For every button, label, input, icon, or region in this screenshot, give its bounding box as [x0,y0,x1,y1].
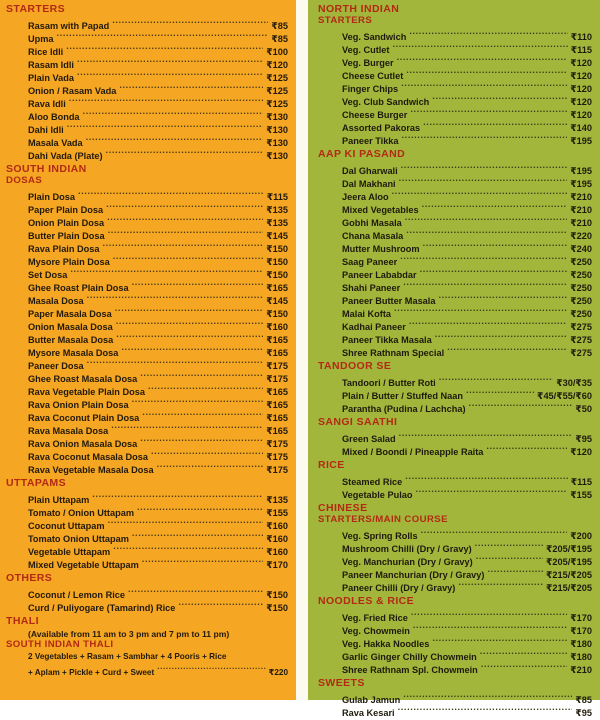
menu-item-name: Rava Idli [28,99,66,110]
section-item-list [318,373,592,415]
section-heading: CHINESE [318,502,368,515]
menu-item-price: ₹115 [266,192,288,203]
thali-subheading: SOUTH INDIAN THALI [6,639,114,651]
menu-item-name: Mysore Plain Dosa [28,257,110,268]
section-item-list [318,608,592,676]
menu-item-name: Steamed Rice [342,477,403,488]
menu-item-price: ₹215/₹205 [546,583,592,594]
menu-item-row [318,526,592,542]
menu-item-price: ₹85 [575,695,592,706]
menu-item-price: ₹160 [266,547,288,558]
menu-item-price: ₹130 [266,112,288,123]
menu-item-name: Veg. Club Sandwich [342,97,430,108]
menu-item-price: ₹275 [570,322,592,333]
menu-item-price: ₹165 [266,283,288,294]
thali-description-text: + Aplam + Pickle + Curd + Sweet [28,668,155,678]
menu-item-name: Paneer Tikka Masala [342,335,432,346]
menu-item-price: ₹165 [266,335,288,346]
left-menu-panel [0,0,296,700]
menu-item-price: ₹155 [266,508,288,519]
menu-item-price: ₹120 [570,110,592,121]
menu-item-price: ₹165 [266,413,288,424]
menu-item-name: Green Salad [342,434,396,445]
menu-item-price: ₹170 [266,560,288,571]
menu-item-name: Paper Masala Dosa [28,309,112,320]
menu-item-name: Onion Masala Dosa [28,322,113,333]
menu-item-price: ₹115 [570,477,592,488]
menu-item-price: ₹205/₹195 [546,557,592,568]
menu-item-name: Masala Dosa [28,296,84,307]
menu-item-name: Plain / Butter / Stuffed Naan [342,391,463,402]
menu-item-name: Rava Onion Masala Dosa [28,439,138,450]
menu-item-name: Rava Vegetable Masala Dosa [28,465,154,476]
menu-item-price: ₹120 [570,71,592,82]
menu-item-name: Cheese Cutlet [342,71,404,82]
menu-item-price: ₹275 [570,335,592,346]
menu-item-name: Shree Rathnam Special [342,348,445,359]
thali-availability: (Available from 11 am to 3 pm and 7 pm to 11 pm) [28,629,230,640]
menu-item-price: ₹240 [570,244,592,255]
menu-item-price: ₹195 [570,166,592,177]
menu-item-price: ₹210 [570,218,592,229]
menu-item-name: Paneer Dosa [28,361,84,372]
menu-item-name: Upma [28,34,54,45]
menu-item-name: Rava Kesari [342,708,395,719]
left-sections-container [6,3,288,614]
menu-item-name: Coconut Uttapam [28,521,105,532]
menu-item-price: ₹150 [266,603,288,614]
menu-item-name: Dahi Idli [28,125,64,136]
menu-item-price: ₹150 [266,257,288,268]
section-heading: NORTH INDIAN [318,3,400,15]
menu-item-price: ₹200 [570,531,592,542]
menu-item-name: Kadhai Paneer [342,322,406,333]
menu-item-name: Shree Rathnam Spl. Chowmein [342,665,478,676]
section-heading: STARTERS [318,15,373,27]
menu-item-price: ₹120 [266,60,288,71]
leader-dots [469,399,573,412]
menu-item-name: Paneer Butter Masala [342,296,436,307]
section-item-list [318,429,592,458]
section-item-list [318,472,592,501]
menu-item-price: ₹120 [570,84,592,95]
menu-item-price: ₹125 [266,99,288,110]
menu-item-name: Finger Chips [342,84,399,95]
menu-item-name: Rava Coconut Plain Dosa [28,413,140,424]
leader-dots [398,703,573,716]
menu-item-name: Onion / Rasam Vada [28,86,117,97]
menu-item-price: ₹125 [266,73,288,84]
section-heading: STARTERS [6,3,66,15]
menu-item-price: ₹195 [570,179,592,190]
menu-item-price: ₹130 [266,125,288,136]
thali-block [6,616,288,679]
leader-dots [415,485,567,498]
menu-item-price: ₹125 [266,86,288,97]
menu-item-name: Mushroom Chilli (Dry / Gravy) [342,544,472,555]
section-item-list [318,690,592,719]
menu-item-name: Malai Kofta [342,309,392,320]
section-heading: NOODLES & RICE [318,595,415,608]
section-heading: TANDOOR SE [318,360,392,373]
menu-item-name: Gobhi Masala [342,218,402,229]
menu-item-name: Parantha (Pudina / Lachcha) [342,404,466,415]
menu-item-price: ₹220 [570,231,592,242]
menu-item-name: Veg. Cutlet [342,45,390,56]
menu-item-price: ₹165 [266,348,288,359]
thali-heading: THALI [6,615,39,628]
menu-item-price: ₹250 [570,309,592,320]
menu-item-name: Veg. Spring Rolls [342,531,418,542]
menu-item-price: ₹175 [266,361,288,372]
menu-item-price: ₹45/₹55/₹60 [537,391,592,402]
menu-item-price: ₹120 [570,58,592,69]
menu-item-name: Aloo Bonda [28,112,80,123]
menu-item-name: Veg. Chowmein [342,626,410,637]
leader-dots [142,555,263,568]
menu-item-price: ₹50 [575,404,592,415]
menu-item-price: ₹135 [266,205,288,216]
menu-item-name: Rava Coconut Masala Dosa [28,452,148,463]
menu-item-price: ₹250 [570,270,592,281]
menu-item-name: Mysore Masala Dosa [28,348,119,359]
menu-item-name: Rice Idli [28,47,64,58]
leader-dots [157,460,264,473]
menu-item-name: Vegetable Pulao [342,490,413,501]
menu-item-price: ₹150 [266,244,288,255]
menu-item-name: Mixed / Boondi / Pineapple Raita [342,447,484,458]
menu-item-name: Garlic Ginger Chilly Chowmein [342,652,477,663]
menu-item-price: ₹250 [570,296,592,307]
section-item-list [6,16,288,162]
right-sections-container [318,3,592,719]
leader-dots [178,598,263,611]
menu-item-price: ₹210 [570,192,592,203]
menu-item-price: ₹210 [570,665,592,676]
menu-item-price: ₹170 [570,626,592,637]
menu-item-name: Assorted Pakoras [342,123,421,134]
menu-item-name: Rava Onion Plain Dosa [28,400,129,411]
menu-item-name: Paneer Lababdar [342,270,417,281]
menu-item-name: Gulab Jamun [342,695,401,706]
menu-item-price: ₹180 [570,652,592,663]
menu-item-name: Rava Masala Dosa [28,426,109,437]
menu-item-name: Onion Plain Dosa [28,218,105,229]
menu-item-name: Cheese Burger [342,110,408,121]
menu-item-price: ₹205/₹195 [546,544,592,555]
section-heading: DOSAS [6,175,43,187]
menu-item-price: ₹210 [570,205,592,216]
panel-divider [296,0,308,700]
menu-item-price: ₹150 [266,270,288,281]
menu-item-price: ₹155 [570,490,592,501]
menu-item-name: Ghee Roast Masala Dosa [28,374,138,385]
leader-dots [458,578,543,591]
menu-item-name: Mixed Vegetables [342,205,419,216]
menu-item-price: ₹175 [266,465,288,476]
menu-item-price: ₹275 [570,348,592,359]
menu-item-name: Dal Makhani [342,179,396,190]
menu-item-name: Tomato Onion Uttapam [28,534,129,545]
menu-item-price: ₹165 [266,426,288,437]
menu-item-name: Tomato / Onion Uttapam [28,508,134,519]
section-heading: SANGI SAATHI [318,416,398,429]
menu-item-price: ₹130 [266,151,288,162]
menu-item-price: ₹165 [266,387,288,398]
leader-dots [106,146,264,159]
menu-item-name: Rasam with Papad [28,21,110,32]
menu-item-name: Chana Masala [342,231,404,242]
menu-item-price: ₹95 [575,708,592,719]
menu-item-price: ₹215/₹205 [546,570,592,581]
thali-description-line-2 [6,663,288,679]
menu-item-price: ₹115 [570,45,592,56]
menu-item-row [318,373,592,389]
menu-item-name: Jeera Aloo [342,192,389,203]
menu-item-price: ₹85 [271,21,288,32]
menu-item-price: ₹180 [570,639,592,650]
thali-price: ₹220 [268,668,288,678]
menu-item-price: ₹120 [570,447,592,458]
menu-item-price: ₹145 [266,296,288,307]
menu-item-name: Dal Gharwali [342,166,398,177]
menu-item-price: ₹250 [570,283,592,294]
menu-item-price: ₹135 [266,218,288,229]
menu-item-name: Paper Plain Dosa [28,205,104,216]
menu-item-name: Paneer Tikka [342,136,399,147]
menu-item-name: Rava Vegetable Plain Dosa [28,387,145,398]
menu-item-price: ₹95 [575,434,592,445]
menu-item-name: Coconut / Lemon Rice [28,590,125,601]
menu-item-name: Saag Paneer [342,257,398,268]
menu-item-name: Tandoori / Butter Roti [342,378,436,389]
section-heading: STARTERS/MAIN COURSE [318,514,448,526]
thali-description-text: 2 Vegetables + Rasam + Sambhar + 4 Pooris + Rice [28,652,227,662]
menu-item-price: ₹250 [570,257,592,268]
menu-item-price: ₹140 [570,123,592,134]
section-item-list [6,187,288,476]
section-item-list [318,526,592,594]
section-heading: OTHERS [6,572,53,585]
menu-item-name: Set Dosa [28,270,68,281]
section-heading: SWEETS [318,677,365,690]
section-heading: AAP KI PASAND [318,148,406,161]
menu-item-price: ₹175 [266,452,288,463]
menu-item-name: Paneer Manchurian (Dry / Gravy) [342,570,485,581]
menu-item-price: ₹195 [570,136,592,147]
section-item-list [318,27,592,147]
menu-item-name: Curd / Puliyogare (Tamarind) Rice [28,603,176,614]
section-item-list [6,585,288,614]
section-heading: UTTAPAMS [6,477,66,490]
menu-item-name: Butter Masala Dosa [28,335,114,346]
menu-item-name: Veg. Hakka Noodles [342,639,430,650]
menu-item-name: Rava Plain Dosa [28,244,100,255]
leader-dots [481,660,567,673]
menu-item-price: ₹110 [570,32,592,43]
menu-item-name: Plain Vada [28,73,74,84]
leader-dots [486,442,567,455]
menu-item-name: Veg. Sandwich [342,32,407,43]
section-item-list [6,490,288,571]
menu-item-name: Paneer Chilli (Dry / Gravy) [342,583,456,594]
menu-item-name: Ghee Roast Plain Dosa [28,283,129,294]
menu-item-price: ₹135 [266,495,288,506]
leader-dots [157,663,265,675]
menu-item-price: ₹160 [266,322,288,333]
section-item-list [318,161,592,359]
leader-dots [402,131,568,144]
section-heading: RICE [318,459,345,472]
menu-item-name: Shahi Paneer [342,283,401,294]
menu-item-price: ₹175 [266,439,288,450]
menu-item-price: ₹165 [266,400,288,411]
menu-item-name: Mixed Vegetable Uttapam [28,560,139,571]
menu-item-price: ₹120 [570,97,592,108]
menu-item-name: Butter Plain Dosa [28,231,105,242]
menu-item-price: ₹150 [266,309,288,320]
menu-item-name: Vegetable Uttapam [28,547,111,558]
menu-item-price: ₹100 [266,47,288,58]
menu-item-price: ₹170 [570,613,592,624]
menu-item-name: Rasam Idli [28,60,74,71]
menu-item-price: ₹160 [266,534,288,545]
menu-item-name: Plain Uttapam [28,495,90,506]
menu-item-name: Plain Dosa [28,192,75,203]
menu-item-name: Veg. Fried Rice [342,613,408,624]
section-heading: SOUTH INDIAN [6,163,87,176]
menu-item-name: Dahi Vada (Plate) [28,151,103,162]
menu-item-name: Veg. Burger [342,58,394,69]
menu-item-price: ₹160 [266,521,288,532]
menu-item-price: ₹150 [266,590,288,601]
menu-item-price: ₹145 [266,231,288,242]
menu-item-name: Veg. Manchurian (Dry / Gravy) [342,557,473,568]
leader-dots [447,343,567,356]
right-menu-panel [308,0,600,719]
menu-item-price: ₹85 [271,34,288,45]
menu-item-price: ₹30/₹35 [556,378,592,389]
menu-item-name: Masala Vada [28,138,83,149]
menu-item-price: ₹130 [266,138,288,149]
menu-item-name: Mutter Mushroom [342,244,420,255]
menu-item-price: ₹175 [266,374,288,385]
